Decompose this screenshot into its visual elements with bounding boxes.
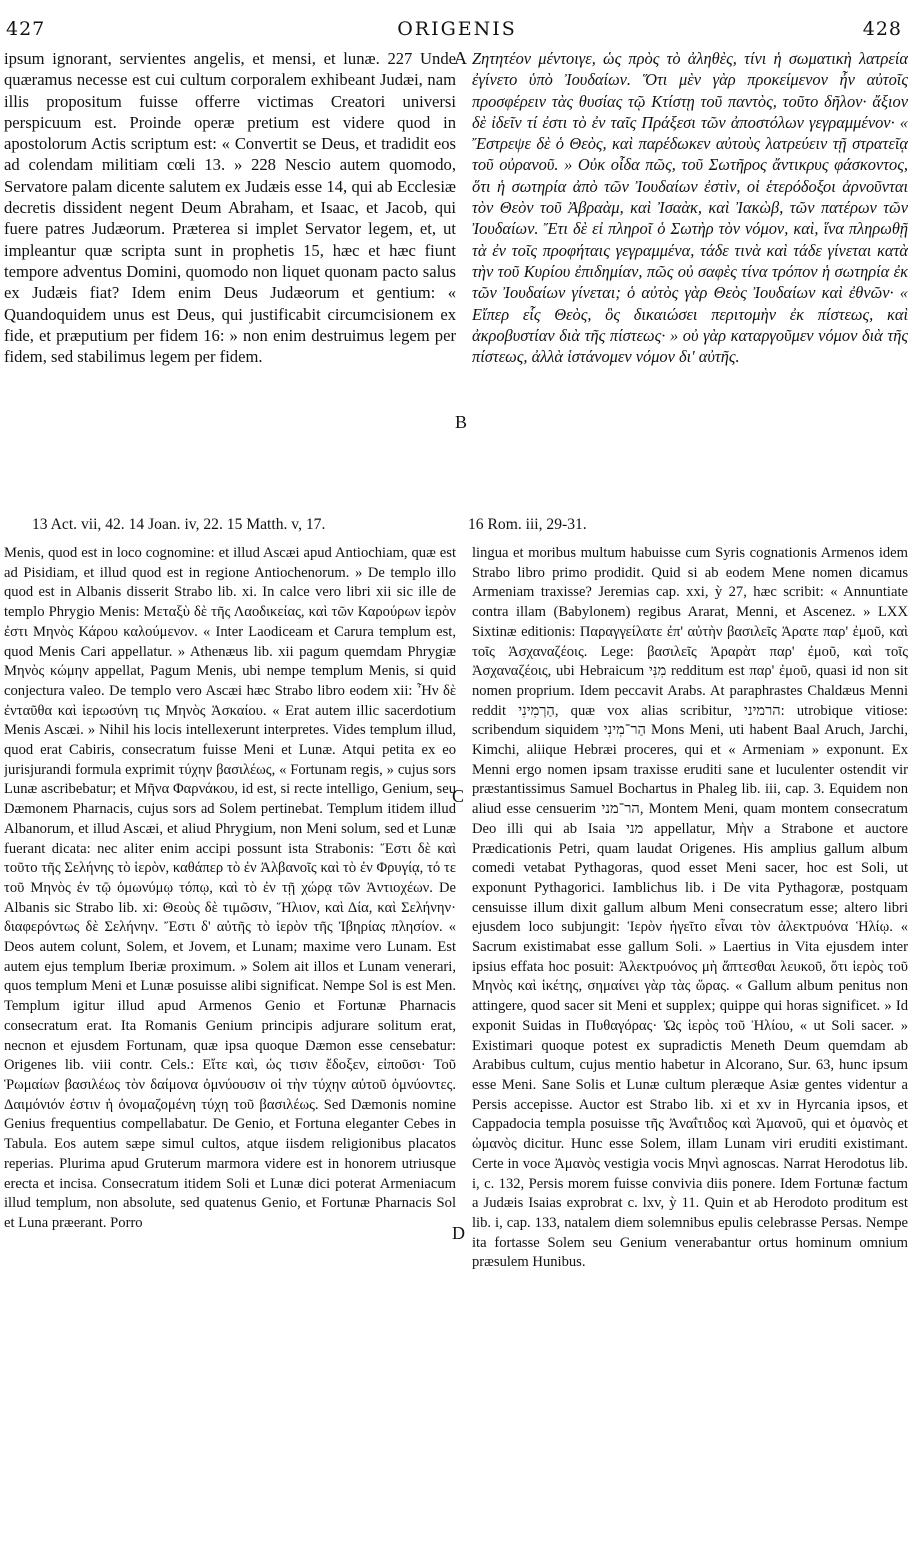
- margin-letter-a: A: [454, 48, 467, 68]
- running-header: [0, 18, 914, 44]
- commentary-right-text: lingua et moribus multum habuisse cum Syris cognationis Armenos idem Strabo libro primo prodidit. Quid si ab eodem Mene nomen dicamus Armeniam traxisse? Jeremias cap. xxi, ỳ 27, hæc scribit: « Annuntiate contra illam (Babylonem) regibus Ararat, Menni, et Ascenez. » LXX Sixtinæ editionis: Παραγγείλατε ἐπ' αὐτὴν βασιλεῖς Ἀρατε παρ' ἐμοῦ, καὶ τοῖς Ἀσχαναζέοις. Lege: βασιλεῖς Ἀραρὰτ παρ' ἐμοῦ, καὶ τοῖς Ἀσχαναζέοις, ubi Hebraicum מִנִּי redditum est παρ' ἐμοῦ, quasi id non sit nomen proprium. Idem peccavit Arabs. At paraphrastes Chaldæus Menni reddit הַרְמִינִי, quæ vox alias scribitur, הרמיני: utrobique vitiose: scribendum siquidem הַר־מִינִי Mons Meni, uti habent Baal Aruch, Jarchi, Kimchi, aliique Hebræi proceres, qui et « Armeniam » exponunt. Ex Menni ergo nomen ipsam traxisse eruditi sane et luculenter ostendit vir præstantissimus Samuel Bochartus in Phaleg lib. iii, cap. 3. Equidem non aliud esse censuerim הר־מני, Montem Meni, quam montem consecratum Deo illi qui ab Isaia מני appellatur, Μὴν a Strabone et auctore Prædicationis Petri, quam laudat Origenes. His amplius gallum album comedi vetabat Pythagoras, quod esset Meni sacer, hoc est Soli, ut exponunt Pythagorici. Iamblichus lib. i De vita Pythagoræ, postquam censuisse illum dixit gallum album Meni consecratum esse; altero libri ejusdem loco subjungit: Ἱερὸν ἡγεῖτο εἶναι τὸν ἀλεκτρυόνα Ἡλίῳ. « Sacrum existimabat esse gallum Soli. » Laertius in Vita ejusdem inter ipsius effata hoc posuit: Ἀλεκτρυόνος μὴ ἅπτεσθαι λευκοῦ, ὅτι ἱερὸς τοῦ Μηνὸς καὶ ἱκέτης, σημαίνει γὰρ τὰς ὥρας. « Gallum album penitus non attingere, quod sacer sit Meni et supplex; quippe qui horas significet. » Id exponit Suidas in Πυθαγόρας· Ὡς ἱερὸς τοῦ Ἡλίου, « ut Soli sacer. » Existimari quoque potest ex supradictis Meneth Deum quemdam ab Arabibus cultum, cujus mentio habetur in Alcorano, Sur. 63, hunc ipsum esse Meni. Sane Solis et Lunæ cultum pleræque Asiæ gentes videntur a Persis accepisse. Auctor est Strabo lib. xi et xv in Hyrcania ipsos, et Cappadocia templa posuisse τῆς Ἀναΐτιδος καὶ Ἀμανοῦ, qui et ὀμανὸς et ὠμανὸς dicitur. Hunc esse Solem, illam Lunam viri eruditi existimant. Certe in voce Ἀμανὸς vestigia vocis Μηνὶ agnoscas. Narrat Herodotus lib. i, c. 132, Persis morem fuisse convivia diis ponere. Idem Fortunæ factum a Judæis Isaias exprobrat c. lxv, ỳ 11. Quin et ab Herodoto proditum est lib. i, cap. 133, natalem diem solemnibus epulis celebrasse Persas. Nempe ita fortasse Solem seu Genium venerabantur ortus hominum omnium præsulem Hunibus.: [472, 545, 908, 1271]
- footnotes-row: [0, 516, 914, 540]
- commentary-right-column: [472, 544, 908, 1544]
- margin-letter-d: D: [452, 1223, 465, 1243]
- latin-translation-column: [4, 48, 456, 512]
- running-title: ORIGENIS: [397, 18, 517, 40]
- page-number-right: 428: [862, 18, 902, 40]
- commentary-left-column: [4, 544, 456, 1544]
- margin-letter-b: B: [455, 412, 468, 432]
- commentary-left-text: Menis, quod est in loco cognomine: et illud Ascæi apud Antiochiam, quæ est ad Pisidiam, et illud quod est in regione Antiochenorum. » De templo illo quod est in Albanis disserit Strabo lib. xi. In calce vero libri xii sic ille de templo Phrygio Menis: Μεταξὺ δὲ τῆς Λαοδικείας, καὶ τῶν Καρούρων ἱερὸν ἐστι Μηνὸς Κάρου καλούμενον. « Inter Laodiceam et Carura templum est, quod Menis Cari appellatur. » Athenæus lib. xii pagum quemdam Phrygiæ Μηνὸς κώμην appellat, Pagum Menis, ubi nempe templum Menis, si quid conjectura valeo. De templo vero Ascæi hæc Strabo libro eodem xii: Ἦν δὲ ἐνταῦθα καὶ ἱερωσύνη τις Μηνὸς Ἀσκαίου. « Erat autem illic sacerdotium Menis Ascæi. » Nihil his locis intellexerunt interpretes. Vides templum illud, quod erat Cabiris, consecratum fuisse Meni et Lunæ. Atqui petita ex eo jurisjurandi formula exprimit τύχην βασιλέως, « Fortunam regis, » cujus sors Lunæ ascribebatur; et Μῆνα Φαρνάκου, id est, si recte intelligo, Genium, seu Dæmonem Pharnacis, cujus sors ad Solem pertinebat. Templum itidem illud Albanorum, et illud Ascæi, et aliud Phrygium, non Meni solum, sed et Lunæ fuerant dicata: nec aliter enim accipi possunt ista Strabonis: Ἔστι δὲ καὶ τοῦτο τῆς Σελήνης τὸ ἱερὸν, καθάπερ τὸ ἐν Ἀλβανοῖς καὶ τὸ ἐν Φρυγίᾳ, τό τε τοῦ Μηνὸς ἐν τῷ ὁμωνύμῳ τόπῳ, καὶ τὸ ἐν τῇ χώρᾳ τῶν Ἀντιοχέων. De Albanis sic Strabo lib. xi: Θεοὺς δὲ τιμῶσιν, Ἥλιον, καὶ Δία, καὶ Σελήνην· διαφερόντως δὲ Σελήνην. Ἔστι δ' αὐτῆς τὸ ἱερὸν τῆς Ἰβηρίας πλησίον. « Deos autem colunt, Solem, et Jovem, et Lunam; maxime vero Lunam. Est autem ejus templum Iberiæ proximum. » Solem ait illos et Lunam venerari, quos templum Meni et Lunæ posuisse alibi significat. Nempe Sol is est Men. Templum igitur illud apud Armenos Genio et Fortunæ Pharnacis consecratum erat. Ita Romanis Genium principis adjurare solitum erat, necnon et ejusdem Fortunam, quæ ipsa quoque Dæmon esse censebatur: Origenes lib. viii contr. Cels.: Εἴτε καὶ, ὡς τισιν ἔδοξεν, εἰποῦσι· Τοῦ Ῥωμαίων βασιλέως τὸν δαίμονα ὀμνύουσιν οἱ τὴν τύχην αὐτοῦ ὀμνύοντες. Δαιμόνιόν ἐστιν ἡ ὀνομαζομένη τύχη τοῦ βασιλέως. Sed Dæmonis nomine Genius frequentius compellabatur. De Genio, et Fortuna eleganter Cebes in Tabula. Eos autem sæpe simul cultos, atque iisdem religionibus placatos reperias. Plurima apud Gruterum marmora videre est in honorem utriusque erecta et incisa. Consecratum itidem Soli et Lunæ dici poterat Armeniacum illud templum, non absolute, sed quatenus Genio, et Fortunæ Pharnacis Sol et Luna præerant. Porro: [4, 545, 456, 1231]
- greek-original-column: [472, 48, 908, 512]
- latin-main-text: ipsum ignorant, servientes angelis, et mensi, et lunæ. 227 Unde quæramus necesse est cui cultum corporalem exhibeant Judæi, nam illis propositum fuisse offerre victimas Creatori universi perspicuum est. Proinde operæ pretium est videre quod in apostolorum Actis scriptum est: « Convertit se Deus, et tradidit eos ad colendam militiam cœli 13. » 228 Nescio autem quomodo, Servatore palam dicente salutem ex Judæis esse 14, qui ab Ecclesiæ decretis dissident negent Deum Abraham, et Isaac, et Jacob, qui fuere patres Judæorum. Præterea si implet Servator legem, et, ut impleantur quæ scripta sunt in prophetis 15, hæc et hæc fiunt tempore adventus Domini, quomodo non liquet quonam pacto salus ex Judæis fiat? Idem enim Deus Judæorum et gentium: « Quandoquidem unus est Deus, qui justificabit circumcisionem ex fide, et præputium per fidem 16: » non enim destruimus legem per fidem, sed stabilimus legem per fidem.: [4, 49, 456, 367]
- greek-main-text: Ζητητέον μέντοιγε, ὡς πρὸς τὸ ἀληθὲς, τίνι ἡ σωματικὴ λατρεία ἐγίνετο ὑπὸ Ἰουδαίων. Ὅτι μὲν γὰρ προκείμενον ἦν αὐτοῖς προσφέρειν τὰς θυσίας τῷ Κτίστῃ τοῦ παντὸς, τοῦτο δῆλον· ἄξιον δὲ ἰδεῖν τί ἐστι τὸ ἐν ταῖς Πράξεσι τῶν ἀποστόλων γεγραμμένον· « Ἔστρεψε δὲ ὁ Θεὸς, καὶ παρέδωκεν αὐτοὺς λατρεύειν τῇ στρατεῖᾳ τοῦ οὐρανοῦ. » Οὐκ οἶδα πῶς, τοῦ Σωτῆρος ἄντικρυς φάσκοντος, ὅτι ἡ σωτηρία ἀπὸ τῶν Ἰουδαίων ἐστὶν, οἱ ἑτερόδοξοι ἀρνοῦνται τὸν Θεὸν τοῦ Ἀβραὰμ, καὶ Ἰσαὰκ, καὶ Ἰακὼβ, τῶν πατέρων τῶν Ἰουδαίων. Ἔτι δὲ εἰ πληροῖ ὁ Σωτὴρ τὸν νόμον, καὶ, ἵνα πληρωθῇ τὰ ἐν τοῖς προφήταις γεγραμμένα, τάδε τινὰ καὶ τάδε γίνεται κατὰ τὴν τοῦ Κυρίου ἐπιδημίαν, πῶς οὐ σαφὲς τίνα τρόπον ἡ σωτηρία ἐκ τῶν Ἰουδαίων γίνεται; ὁ αὐτὸς γὰρ Θεὸς Ἰουδαίων καὶ ἐθνῶν· « Εἴπερ εἷς Θεὸς, ὃς δικαιώσει περιτομὴν ἐκ πίστεως, καὶ ἀκροβυστίαν διὰ τῆς πίστεως· » οὐ γὰρ καταργοῦμεν νόμον διὰ τῆς πίστεως, ἀλλὰ ἱστάνομεν νόμον δι' αὐτῆς.: [472, 49, 908, 367]
- margin-letter-c: C: [452, 786, 465, 806]
- footnotes-right: 16 Rom. iii, 29-31.: [468, 516, 587, 533]
- footnotes-left: 13 Act. vii, 42. 14 Joan. iv, 22. 15 Matth. v, 17.: [32, 516, 326, 533]
- page-number-left: 427: [6, 18, 46, 40]
